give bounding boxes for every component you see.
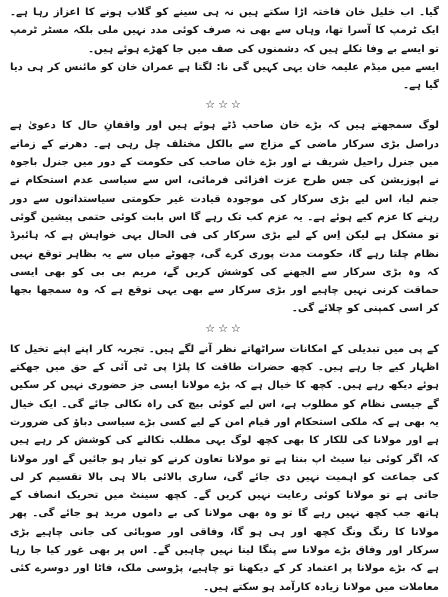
article-section-3 bbox=[10, 341, 439, 597]
article-paragraph: گیا۔ اب خلیل خان فاختہ اڑا سکتے ہیں نہ ہی سینے کو گلاب ہونے کا اعزاز رہا ہے۔ ایک ٹرمپ کا آسرا تھا، وہاں سے بھی نہ صرف کوئی مدد نہیں ملی بلکہ مسٹر ٹرمپ تو ایسے بے وفا نکلے ہیں کہ دشمنوں کی صف میں جا کھڑے ہوئے ہیں۔ bbox=[10, 7, 439, 55]
article-section-2 bbox=[10, 117, 439, 318]
article-paragraph: کے پی میں تبدیلی کے امکانات سراٹھاتے نظر آنے لگے ہیں۔ تجربہ کار اپنے اپنے تخیل کا اظہار کیے جا رہے ہیں۔ کچھ حضرات طاقت کا پلڑا پی ٹی آئی کے حق میں جھکتے ہوئے دیکھ رہے ہیں۔ کچھ کا خیال ہے کہ بڑے مولانا ایسی جز حضوری نہیں کر سکیں گے جیسی نظام کو مطلوب ہے، اس لیے کوئی بیچ کی راہ نکالی جائے گی۔ ایک خیال یہ بھی ہے کہ ملکی استحکام اور قیام امن کے لیے کسی بڑے سیاسی دباؤ کی ضرورت ہے اور مولانا کی للکار کا بھی کچھ لوگ یہی مطلب نکالنے کی کوشش کر رہے ہیں کہ اگر کوئی نیا سیٹ اپ بنتا ہے تو مولانا تعاون کرنے کو تیار ہو جائیں گے اور مولانا کی جماعت کو اہمیت نہیں دی جائے گی، ساری بالائی بالا ہی بالا تقسیم کر لی جاتی ہے تو مولانا کوئی رعایت نہیں کریں گے۔ کچھ سینٹ میں تحریک انصاف کے ہاتھ جب کچھ نہیں رہے گا تو وہ بھی مولانا کی بے داموں مرید ہو جائے گی۔ پھر مولانا کا رنگ ونگ کچھ اور ہی ہو گا، وفاقی اور صوبائی کی جانی چاہیے بڑی سرکار اور وفاق بڑے مولانا سے پنگا لینا نہیں چاہیں گے۔ اس پر بھی غور کیا جا رہا ہے کہ بڑے مولانا پر اعتماد کر کے دیکھنا تو چاہیے، پڑوسی ملک، فاٹا اور دوسرے کئی معاملات میں مولانا زیادہ کارآمد ہو سکتے ہیں۔ bbox=[10, 343, 439, 593]
section-divider-stars: ☆☆☆ bbox=[205, 98, 244, 112]
article-paragraph: ایسے میں میڈم علیمہ خان یہی کہیں گی نا: لگتا ہے عمران خان کو مائنس کر ہی دیا گیا ہے۔ bbox=[10, 61, 439, 92]
article-section-1 bbox=[10, 4, 439, 95]
article-paragraph: لوگ سمجھتے ہیں کہ بڑے خان صاحب ڈٹے ہوئے ہیں اور واقفانِ حال کا دعویٰ ہے دراصل بڑی سرکار ماضی کے مزاج سے بالکل مختلف چل رہی ہے۔ دھرنے کے زمانے میں جنرل راحیل شریف نے اور بڑے خان صاحب کی حکومت کے دور میں جنرل باجوہ نے اپوزیشن کی جس طرح عزت افزائی فرمائی، اس سے سیاسی عدم استحکام نے جنم لیا، اس لیے بڑی سرکار کی موجودہ قیادت غیر حکومتی سیاستدانوں سے دور رہنے کا عزم کیے ہوئے ہے۔ یہ عزم کب تک رہے گا اس بابت کوئی حتمی پیشین گوئی تو مشکل ہے لیکن اِس کے لیے بڑی سرکار کی فی الحال یہی خواہش ہے کہ ہائبرڈ نظام چلتا رہے گا، حکومت مدت پوری کرے گی، چھوٹے میاں سے یہ بظاہر توقع نہیں کہ وہ بڑی سرکار سے الجھنے کی کوشش کریں گے، مریم بی بی کو بھی ایسی حماقت کرنی نہیں چاہیے اور بڑی سرکار سے بھی یہی توقع ہے کہ وہ سمجھا بجھا کر اسی کمپنی کو چلائے گی۔ bbox=[10, 120, 439, 315]
section-divider-stars: ☆☆☆ bbox=[205, 321, 244, 335]
